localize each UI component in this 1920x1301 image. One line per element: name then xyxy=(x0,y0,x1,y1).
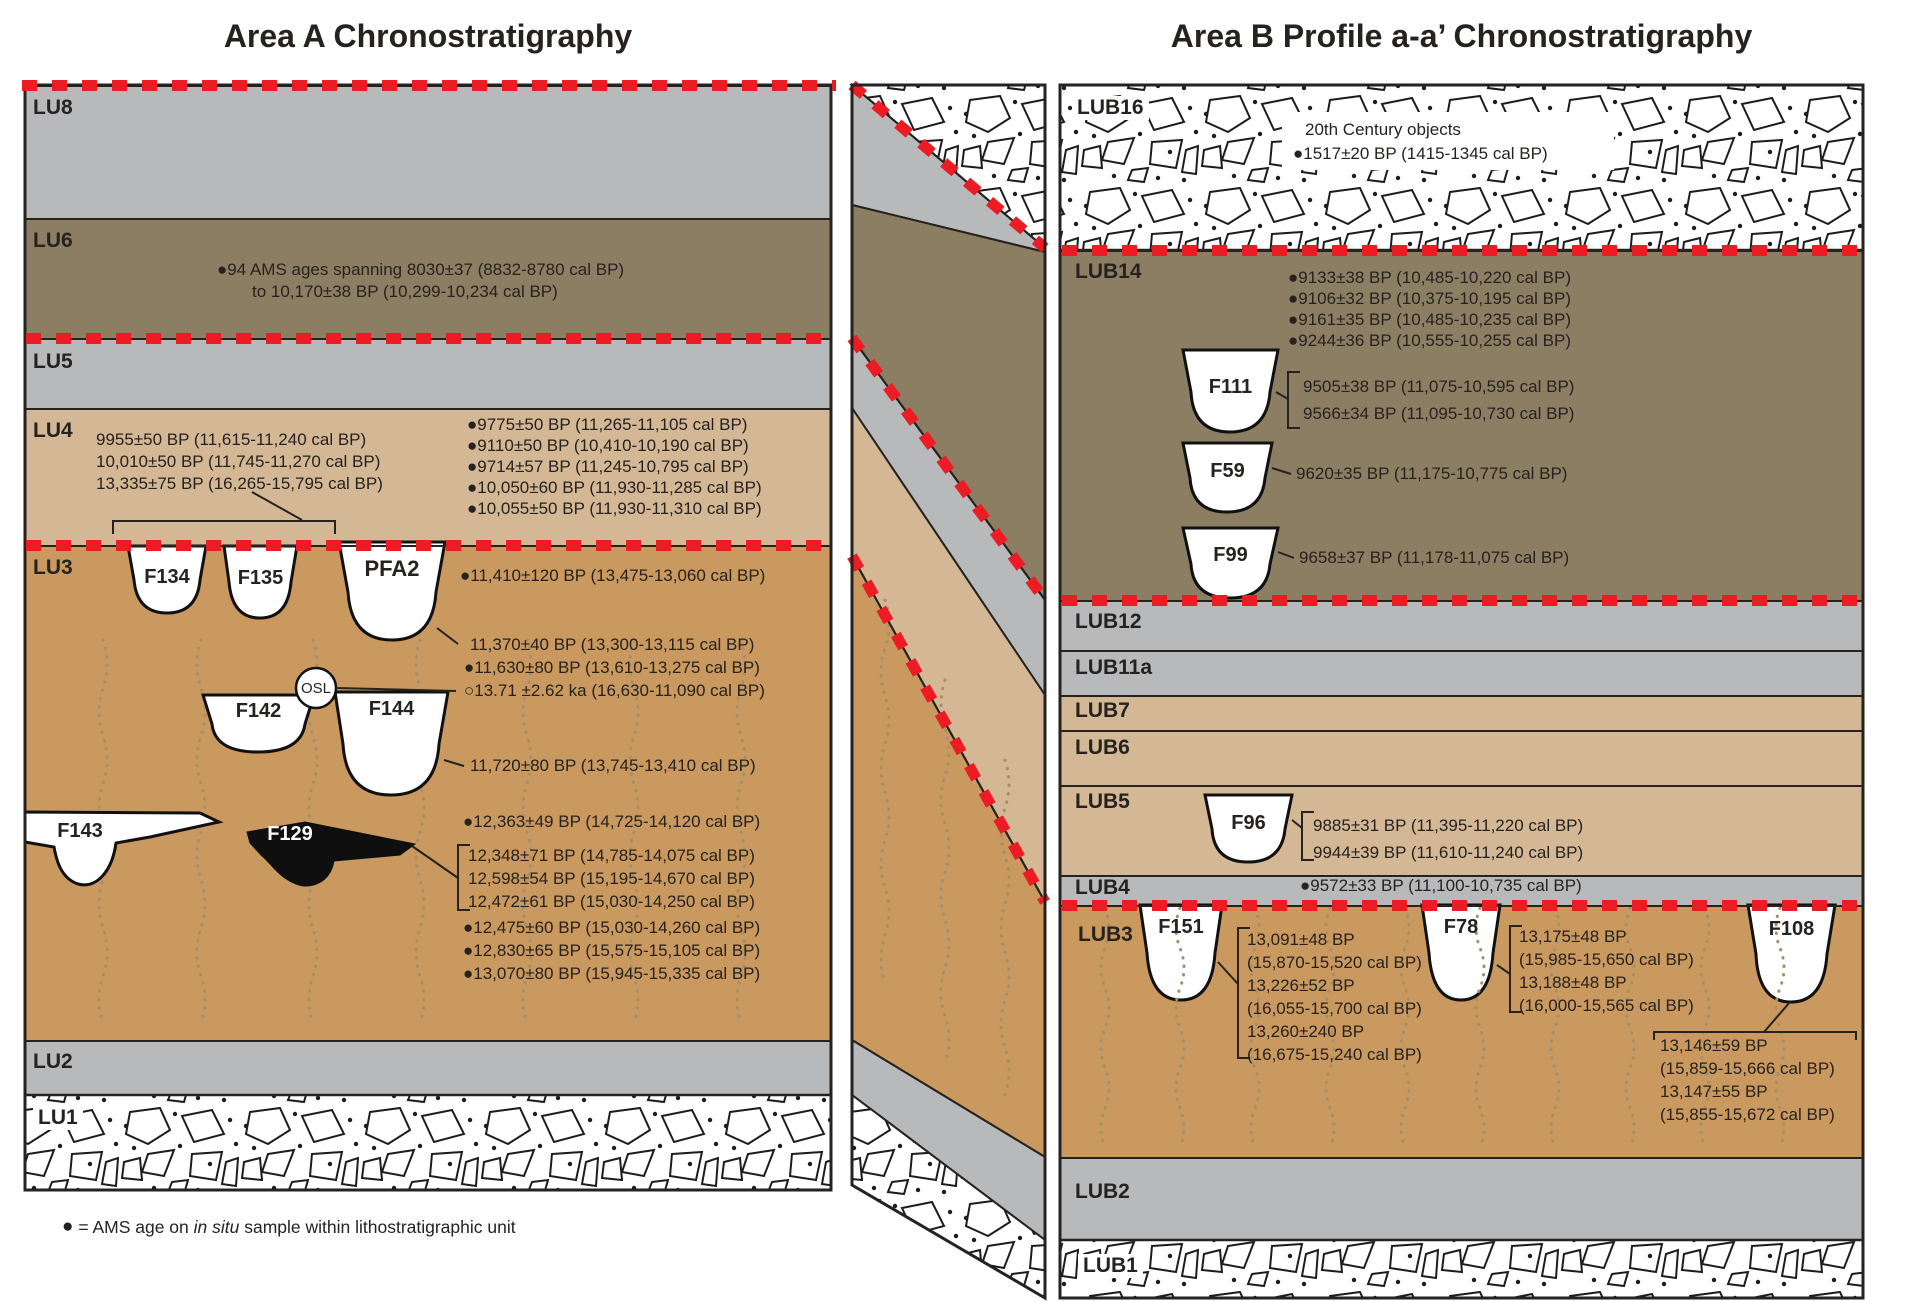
f151-date: 13,091±48 BP xyxy=(1247,930,1355,949)
label-lub7: LUB7 xyxy=(1075,699,1130,722)
label-f99: F99 xyxy=(1213,544,1248,566)
label-lub6: LUB6 xyxy=(1075,736,1130,759)
leader-f59 xyxy=(1272,468,1291,474)
legend-italic: in situ xyxy=(193,1217,240,1237)
lub14-date: ●9106±32 BP (10,375-10,195 cal BP) xyxy=(1288,289,1571,308)
f151-date: 13,260±240 BP xyxy=(1247,1022,1365,1041)
lu4-right-date: ●9110±50 BP (10,410-10,190 cal BP) xyxy=(467,436,749,455)
legend-prefix: = AMS age on xyxy=(73,1217,194,1237)
layer-lu1-gravel xyxy=(25,1095,831,1190)
unconformity-dash-a-lu6-lu5 xyxy=(26,333,830,344)
label-f151: F151 xyxy=(1158,916,1204,938)
f151-date: 13,226±52 BP xyxy=(1247,976,1355,995)
label-lub5: LUB5 xyxy=(1075,790,1130,813)
label-f111: F111 xyxy=(1208,376,1253,398)
label-osl: OSL xyxy=(300,680,331,697)
label-lu8: LU8 xyxy=(33,96,73,119)
lu4-right-date: ●9714±57 BP (11,245-10,795 cal BP) xyxy=(467,457,749,476)
bracket-lu4-pits xyxy=(113,521,335,534)
lu4-right-date: ●9775±50 BP (11,265-11,105 cal BP) xyxy=(467,415,748,434)
label-f134: F134 xyxy=(144,566,190,588)
lub16-text: 20th Century objects xyxy=(1305,120,1461,139)
f78-date: (15,985-15,650 cal BP) xyxy=(1519,950,1694,969)
leader-f78 xyxy=(1497,965,1510,974)
f78-date: (16,000-15,565 cal BP) xyxy=(1519,996,1694,1015)
label-lub3: LUB3 xyxy=(1078,923,1133,946)
area-a-title: Area A Chronostratigraphy xyxy=(223,18,633,54)
label-lu1: LU1 xyxy=(33,1106,83,1130)
label-f78: F78 xyxy=(1443,916,1479,938)
unconformity-dash-b-lub4-lub3 xyxy=(1062,900,1861,911)
f78-date: 13,175±48 BP xyxy=(1519,927,1627,946)
f111-date: 9505±38 BP (11,075-10,595 cal BP) xyxy=(1303,377,1575,396)
f129-date: 12,598±54 BP (15,195-14,670 cal BP) xyxy=(468,869,755,888)
lub16-date: ●1517±20 BP (1415-1345 cal BP) xyxy=(1293,144,1548,163)
label-lub1: LUB1 xyxy=(1078,1254,1143,1278)
lub14-date: ●9133±38 BP (10,485-10,220 cal BP) xyxy=(1288,268,1571,287)
label-f129: F129 xyxy=(267,823,313,845)
f99-date: 9658±37 BP (11,178-11,075 cal BP) xyxy=(1299,548,1570,567)
bracket-f111-dates xyxy=(1288,372,1300,428)
unconformity-dash-b-lub14-lub12 xyxy=(1062,595,1861,606)
label-lu4: LU4 xyxy=(33,419,73,442)
label-f143: F143 xyxy=(57,820,103,842)
label-lu6: LU6 xyxy=(33,229,73,252)
unconformity-dash-a-top xyxy=(22,80,836,91)
label-f135: F135 xyxy=(237,567,284,589)
lub14-date: ●9244±36 BP (10,555-10,255 cal BP) xyxy=(1288,331,1571,350)
f96-date: 9944±39 BP (11,610-11,240 cal BP) xyxy=(1313,843,1584,862)
lu6-dates-line1: ●94 AMS ages spanning 8030±37 (8832-8780 cal BP) xyxy=(217,260,625,279)
lu3-bottom-date: ●13,070±80 BP (15,945-15,335 cal BP) xyxy=(463,964,761,983)
unconformity-dash-a-lu4-lu3 xyxy=(26,540,830,551)
f108-date: (15,859-15,666 cal BP) xyxy=(1660,1059,1835,1078)
legend-suffix: sample within lithostratigraphic unit xyxy=(239,1217,516,1237)
lub14-date: ●9161±35 BP (10,485-10,235 cal BP) xyxy=(1288,310,1571,329)
lu3-date-12363: ●12,363±49 BP (14,725-14,120 cal BP) xyxy=(463,812,761,831)
f129-date: 12,472±61 BP (15,030-14,250 cal BP) xyxy=(468,892,755,911)
f111-date: 9566±34 BP (11,095-10,730 cal BP) xyxy=(1303,404,1575,423)
lu3-date-11410: ●11,410±120 BP (13,475-13,060 cal BP) xyxy=(460,566,766,585)
lu6-dates-line2: to 10,170±38 BP (10,299-10,234 cal BP) xyxy=(252,282,558,301)
label-lu3: LU3 xyxy=(33,556,73,579)
label-f96: F96 xyxy=(1231,812,1266,834)
label-f144: F144 xyxy=(368,698,415,720)
lu4-left-date: 13,335±75 BP (16,265-15,795 cal BP) xyxy=(96,474,383,493)
leader-f144 xyxy=(444,760,464,766)
middle-strip xyxy=(852,85,1045,1298)
f108-date: 13,147±55 BP xyxy=(1660,1082,1768,1101)
label-lu2: LU2 xyxy=(33,1050,73,1073)
label-f59: F59 xyxy=(1210,460,1245,482)
leader-pfa2 xyxy=(437,628,458,644)
lu4-left-date: 9955±50 BP (11,615-11,240 cal BP) xyxy=(96,430,367,449)
leader-f151 xyxy=(1218,962,1238,984)
osl-date: ○13.71 ±2.62 ka (16,630-11,090 cal BP) xyxy=(464,681,765,700)
f144-date: 11,720±80 BP (13,745-13,410 cal BP) xyxy=(470,756,756,775)
lub4-date: ●9572±33 BP (11,100-10,735 cal BP) xyxy=(1300,876,1582,895)
f108-date: (15,855-15,672 cal BP) xyxy=(1660,1105,1835,1124)
f151-date: (15,870-15,520 cal BP) xyxy=(1247,953,1422,972)
label-lu5: LU5 xyxy=(33,350,73,373)
f151-date: (16,675-15,240 cal BP) xyxy=(1247,1045,1422,1064)
f129-date: 12,348±71 BP (14,785-14,075 cal BP) xyxy=(468,846,755,865)
leader-lu4-bracket xyxy=(252,492,302,520)
unconformity-dash-b-lub16-lub14 xyxy=(1062,245,1861,256)
label-f142: F142 xyxy=(235,700,282,722)
leader-f99 xyxy=(1278,552,1294,558)
label-lub11a: LUB11a xyxy=(1075,656,1153,679)
lu3-bottom-date: ●12,475±60 BP (15,030-14,260 cal BP) xyxy=(463,918,761,937)
label-pfa2: PFA2 xyxy=(364,556,420,581)
f78-date: 13,188±48 BP xyxy=(1519,973,1627,992)
lu3-bottom-date: ●12,830±65 BP (15,575-15,105 cal BP) xyxy=(463,941,761,960)
label-lub4: LUB4 xyxy=(1075,876,1130,899)
lu4-right-date: ●10,050±60 BP (11,930-11,285 cal BP) xyxy=(467,478,762,497)
label-lub14: LUB14 xyxy=(1075,260,1142,283)
f108-date: 13,146±59 BP xyxy=(1660,1036,1768,1055)
pfa2-date: 11,370±40 BP (13,300-13,115 cal BP) xyxy=(470,635,755,654)
f59-date: 9620±35 BP (11,175-10,775 cal BP) xyxy=(1296,464,1568,483)
layer-lub1-gravel xyxy=(1060,1240,1863,1298)
f96-date: 9885±31 BP (11,395-11,220 cal BP) xyxy=(1313,816,1584,835)
legend xyxy=(62,1216,516,1238)
leader-f96 xyxy=(1292,820,1302,828)
label-lub12: LUB12 xyxy=(1075,610,1142,633)
area-b-title: Area B Profile a-a’ Chronostratigraphy xyxy=(1170,18,1753,54)
label-f108: F108 xyxy=(1768,918,1815,940)
label-lub2: LUB2 xyxy=(1075,1180,1130,1203)
f151-date: (16,055-15,700 cal BP) xyxy=(1247,999,1422,1018)
lu4-left-date: 10,010±50 BP (11,745-11,270 cal BP) xyxy=(96,452,381,471)
lu3-date-11630: ●11,630±80 BP (13,610-13,275 cal BP) xyxy=(464,658,760,677)
lu4-right-date: ●10,055±50 BP (11,930-11,310 cal BP) xyxy=(467,499,762,518)
legend-bullet-icon: ● xyxy=(62,1216,74,1237)
label-lub16: LUB16 xyxy=(1072,96,1149,120)
